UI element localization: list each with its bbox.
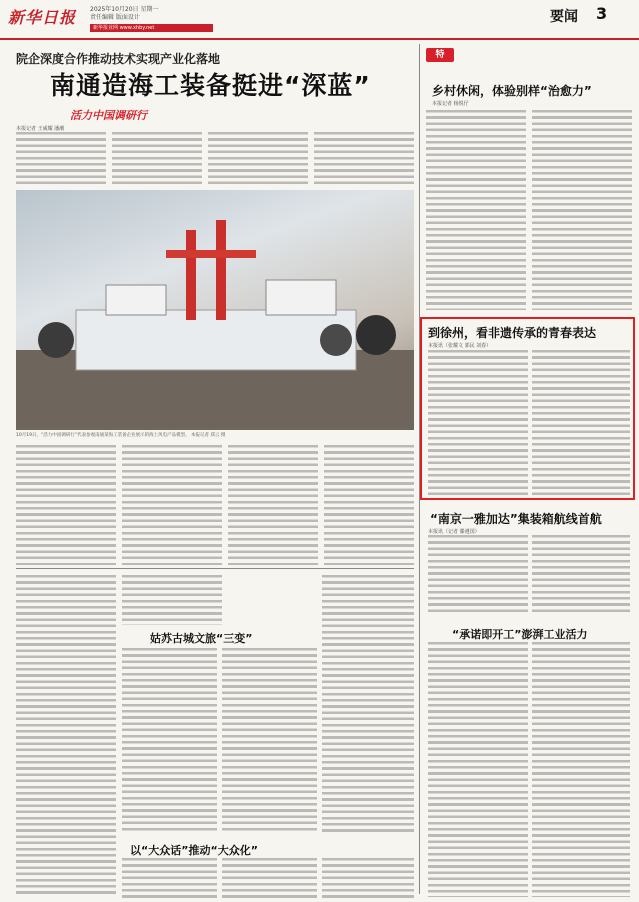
lead-bottom-divider bbox=[16, 568, 414, 569]
bottom-col-a bbox=[16, 575, 116, 895]
page-number: 3 bbox=[596, 4, 608, 23]
lead-body-lower-col2 bbox=[122, 445, 222, 565]
feature-box-col2 bbox=[532, 350, 630, 495]
column-badge bbox=[70, 104, 190, 120]
editor-line: 责任编辑 版面设计 bbox=[90, 14, 140, 21]
right-top-col2 bbox=[532, 110, 632, 310]
lead-body-col4 bbox=[314, 132, 414, 187]
suzhou-col2 bbox=[222, 648, 317, 833]
lead-byline: 本报记者 王威耀 潘潮 bbox=[16, 126, 65, 132]
lead-subtitle: 院企深度合作推动技术实现产业化落地 bbox=[16, 52, 221, 66]
photo-caption: 10月19日，“活力中国调研行”代表参观南通某海工装备企业展示的海上风电产品模型。 本报记者 郑云 摄 bbox=[16, 433, 226, 438]
feature-box-title: 到徐州，看非遗传承的青春表达 bbox=[428, 326, 597, 340]
exhibit-model-illustration bbox=[16, 190, 414, 430]
issue-date bbox=[90, 6, 158, 22]
civ-col3 bbox=[322, 858, 414, 898]
chengnuo-title: “承诺即开工”澎湃工业活力 bbox=[452, 628, 588, 641]
lead-body-lower-col1 bbox=[16, 445, 116, 565]
column-divider bbox=[419, 44, 420, 894]
civ-title: 以“大众话”推动“大众化” bbox=[130, 844, 258, 857]
date-line: 2025年10月20日 星期一 bbox=[90, 6, 159, 13]
lead-body-lower-col3 bbox=[228, 445, 318, 565]
chengnuo-col2 bbox=[532, 642, 630, 897]
lead-body-col1 bbox=[16, 132, 106, 187]
civ-col1 bbox=[122, 858, 217, 898]
feature-badge: 特 bbox=[426, 48, 454, 62]
lead-body-col3 bbox=[208, 132, 308, 187]
bottom-col-b bbox=[122, 575, 222, 625]
masthead bbox=[0, 0, 639, 40]
suzhou-col1 bbox=[122, 648, 217, 833]
nanjing-col1 bbox=[428, 535, 528, 615]
nanjing-title: “南京一雅加达”集装箱航线首航 bbox=[430, 512, 602, 526]
right-top-title: 乡村休闲，体验别样“治愈力” bbox=[432, 84, 592, 98]
lead-photo bbox=[16, 190, 414, 430]
lead-body-lower-col4 bbox=[324, 445, 414, 565]
lead-headline: 南通造海工装备挺进“深蓝” bbox=[50, 71, 371, 100]
website-bar[interactable]: 新华报业网 www.xhby.net bbox=[90, 24, 213, 32]
newspaper-logo: 新华日报 bbox=[8, 8, 77, 27]
nanjing-byline: 本报讯（记者 滕遵国） bbox=[428, 529, 480, 535]
civ-col2 bbox=[222, 858, 317, 898]
chengnuo-col1 bbox=[428, 642, 528, 897]
nanjing-col2 bbox=[532, 535, 630, 615]
right-top-col1 bbox=[426, 110, 526, 310]
column-badge-text: 活力中国调研行 bbox=[70, 109, 147, 122]
suzhou-title: 姑苏古城文旅“三变” bbox=[150, 632, 253, 645]
feature-box-byline: 本报讯（张耀文 郭民 刘春） bbox=[428, 343, 492, 349]
suzhou-col3 bbox=[322, 575, 414, 833]
section-title: 要闻 bbox=[550, 9, 578, 25]
lead-body-col2 bbox=[112, 132, 202, 187]
right-top-byline: 本报记者 杨锐仔 bbox=[432, 101, 469, 107]
feature-box-col1 bbox=[428, 350, 528, 495]
